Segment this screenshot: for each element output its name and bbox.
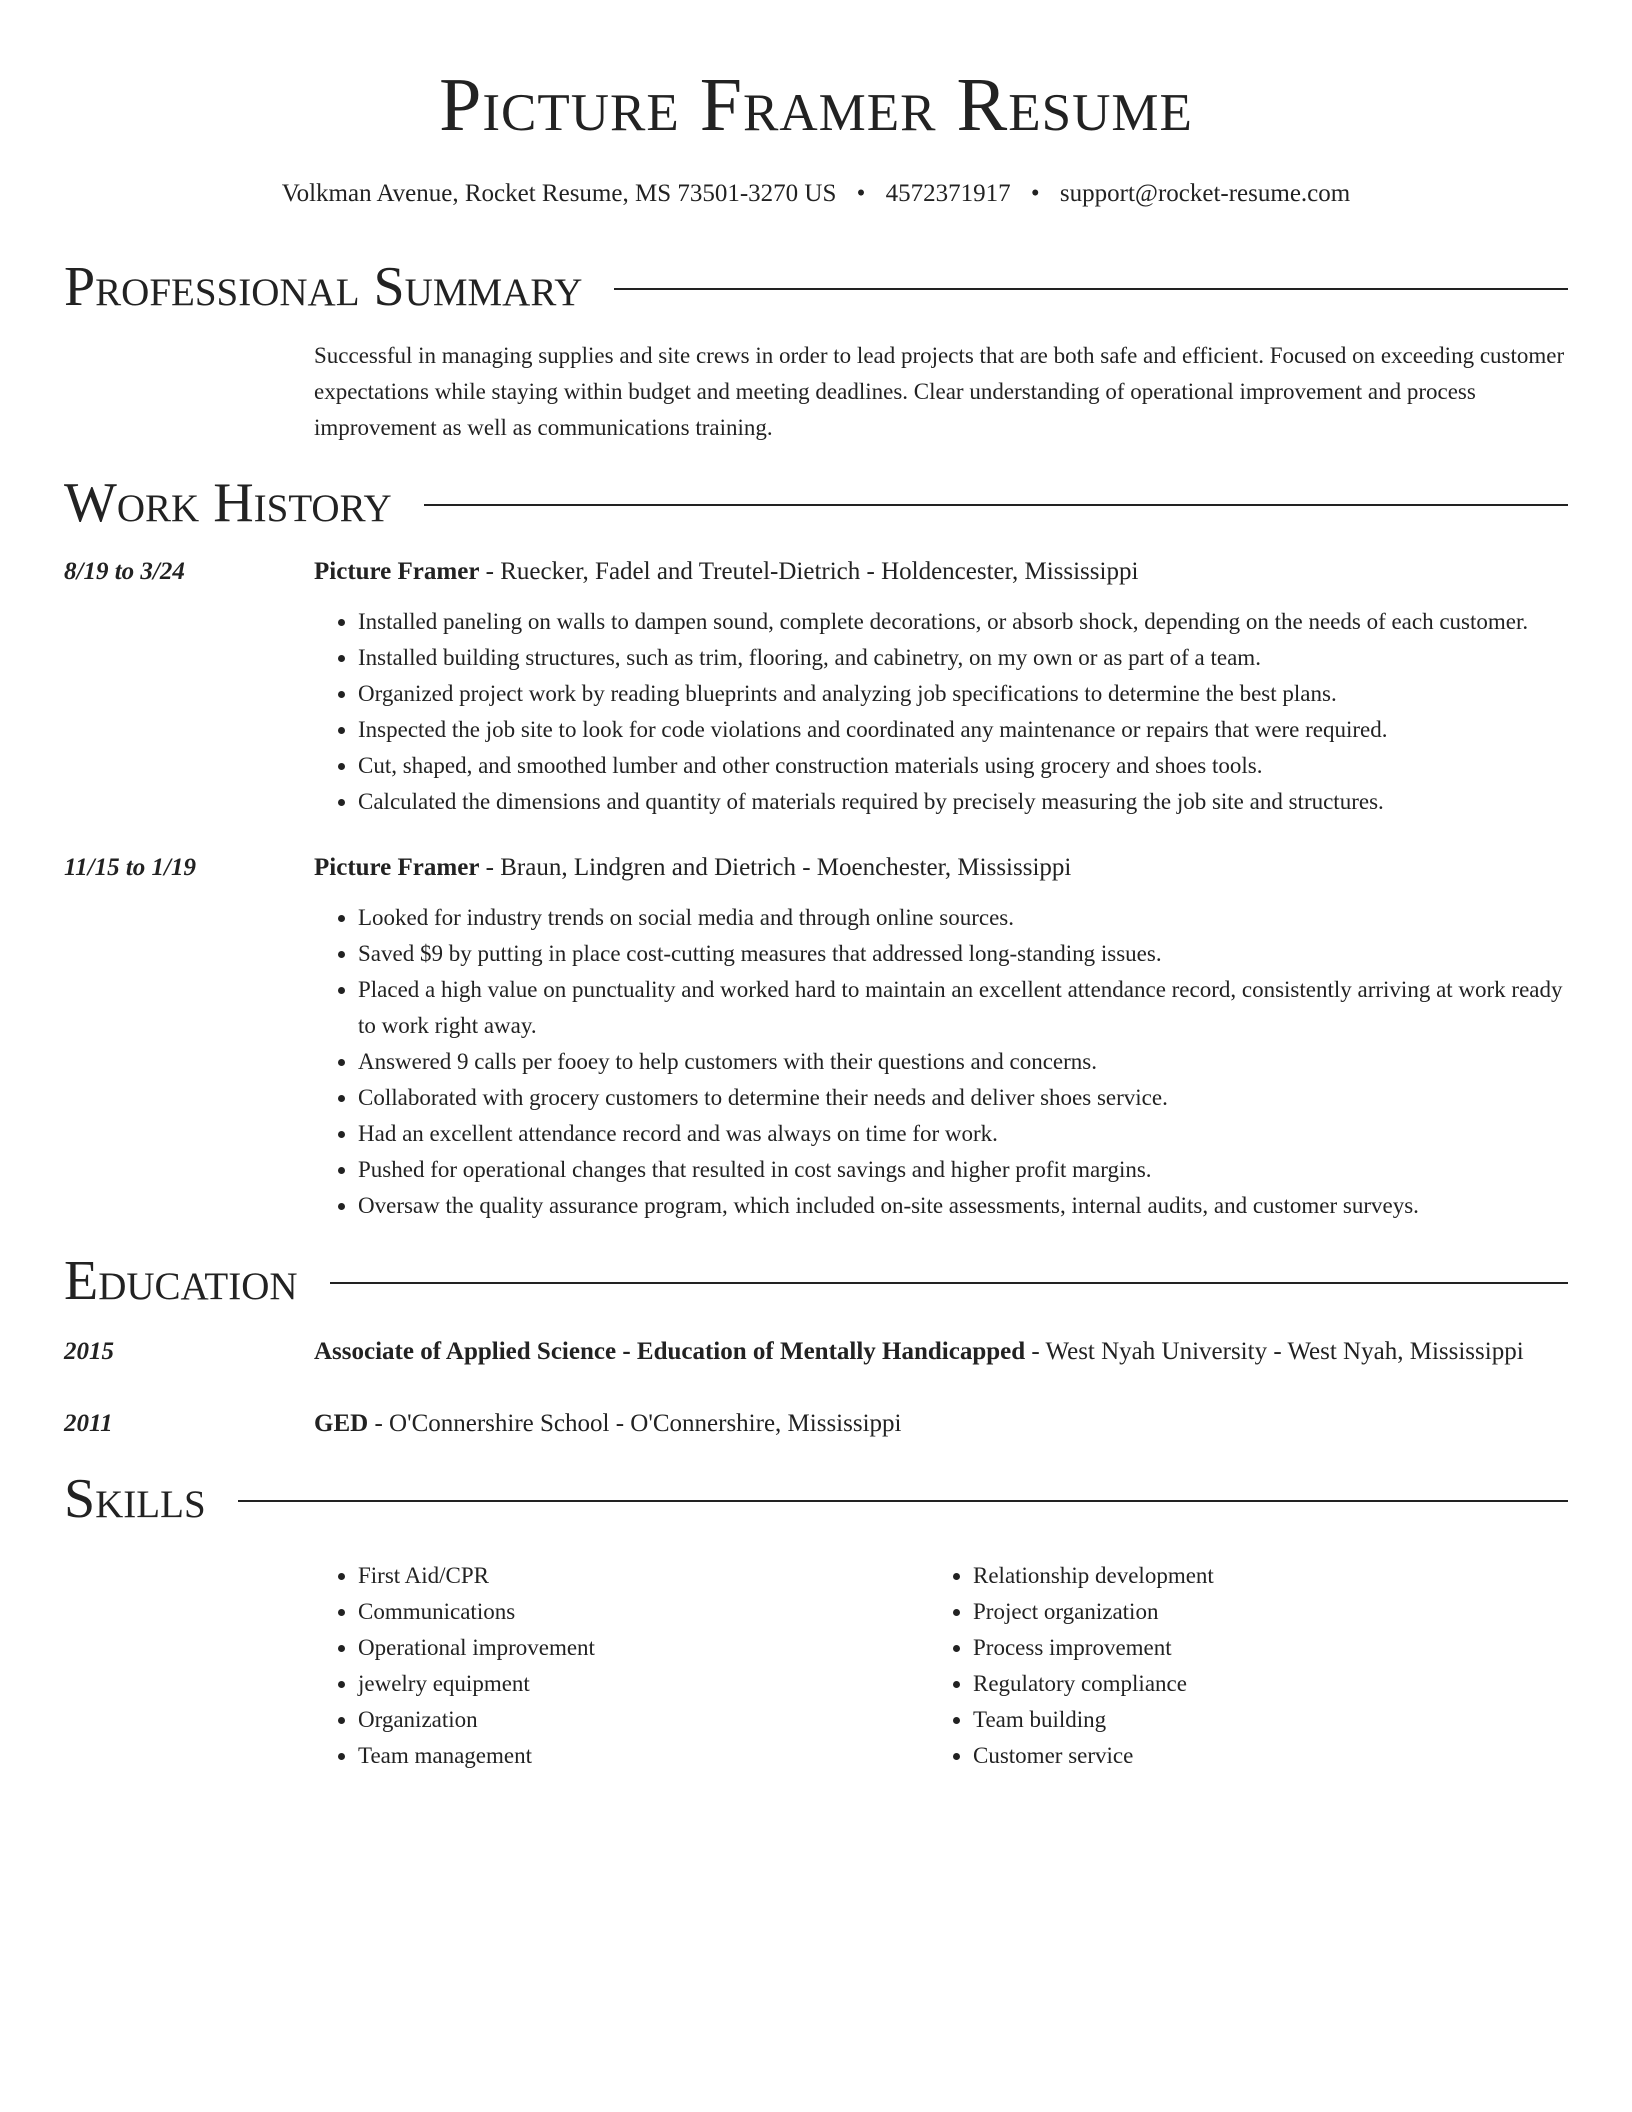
list-item: • Inspected the job site to look for code violations and coordinated any maintenance or repairs that were required. <box>358 712 1568 748</box>
education-heading: Education <box>64 1250 298 1312</box>
job-title: Picture Framer <box>314 854 480 881</box>
education-degree: GED <box>314 1410 369 1437</box>
job-content <box>314 554 1568 820</box>
list-item: • Cut, shaped, and smoothed lumber and other construction materials using grocery and shoes tools. <box>358 748 1568 784</box>
list-item: • Calculated the dimensions and quantity of materials required by precisely measuring the job site and structures. <box>358 784 1568 820</box>
section-divider <box>238 1500 1568 1502</box>
contact-phone: 4572371917 <box>885 180 1011 207</box>
resume-header <box>64 0 1568 210</box>
contact-address: Volkman Avenue, Rocket Resume, MS 73501-3270 US <box>281 180 837 207</box>
list-item: • Looked for industry trends on social media and through online sources. <box>358 900 1568 936</box>
contact-line <box>64 178 1568 210</box>
skill-item: • jewelry equipment <box>358 1666 929 1702</box>
job-employer: - Braun, Lindgren and Dietrich - Moenchester, Mississippi <box>479 854 1072 881</box>
skill-item: • Project organization <box>973 1594 1544 1630</box>
education-entry <box>64 1334 1568 1370</box>
skills-section <box>64 1464 1568 1774</box>
job-bullet-list <box>314 900 1568 1224</box>
skills-columns <box>64 1558 1568 1774</box>
job-dates: 11/15 to 1/19 <box>64 854 196 881</box>
section-divider <box>614 288 1568 290</box>
job-content <box>314 850 1568 1224</box>
education-degree: Associate of Applied Science - Education of Mentally Handicapped <box>314 1338 1026 1365</box>
contact-email: support@rocket-resume.com <box>1059 180 1351 207</box>
list-item: • Answered 9 calls per fooey to help customers with their questions and concerns. <box>358 1044 1568 1080</box>
section-divider <box>330 1282 1568 1284</box>
education-section <box>64 1246 1568 1442</box>
list-item: • Organized project work by reading blueprints and analyzing job specifications to determine the best plans. <box>358 676 1568 712</box>
skill-item: • Customer service <box>973 1738 1544 1774</box>
education-content <box>314 1334 1568 1370</box>
list-item: • Installed paneling on walls to dampen sound, complete decorations, or absorb shock, depending on the needs of each customer. <box>358 604 1568 640</box>
skill-item: • Communications <box>358 1594 929 1630</box>
skill-item: • Process improvement <box>973 1630 1544 1666</box>
skills-list-right <box>929 1558 1544 1774</box>
list-item: • Pushed for operational changes that resulted in cost savings and higher profit margins. <box>358 1152 1568 1188</box>
education-school: - O'Connershire School - O'Connershire, Mississippi <box>368 1410 902 1437</box>
contact-separator: • <box>856 180 866 207</box>
job-title: Picture Framer <box>314 558 480 585</box>
education-entry <box>64 1406 1568 1442</box>
list-item: • Collaborated with grocery customers to determine their needs and deliver shoes service. <box>358 1080 1568 1116</box>
skill-item: • Regulatory compliance <box>973 1666 1544 1702</box>
education-school: - West Nyah University - West Nyah, Mississippi <box>1025 1338 1524 1365</box>
skill-item: • Operational improvement <box>358 1630 929 1666</box>
skill-item: • First Aid/CPR <box>358 1558 929 1594</box>
skills-heading-row <box>64 1464 1568 1534</box>
job-bullet-list <box>314 604 1568 820</box>
summary-heading: Professional Summary <box>64 256 583 318</box>
skills-heading: Skills <box>64 1468 206 1530</box>
job-employer: - Ruecker, Fadel and Treutel-Dietrich - Holdencester, Mississippi <box>479 558 1139 585</box>
work-heading: Work History <box>64 472 392 534</box>
section-divider <box>424 504 1568 506</box>
skill-item: • Organization <box>358 1702 929 1738</box>
list-item: • Installed building structures, such as trim, flooring, and cabinetry, on my own or as part of a team. <box>358 640 1568 676</box>
education-year: 2015 <box>64 1338 114 1365</box>
skills-list-left <box>314 1558 929 1774</box>
job-dates: 8/19 to 3/24 <box>64 558 185 585</box>
education-heading-row <box>64 1246 1568 1316</box>
list-item: • Oversaw the quality assurance program, which included on-site assessments, internal audits, and customer surveys. <box>358 1188 1568 1224</box>
list-item: • Had an excellent attendance record and was always on time for work. <box>358 1116 1568 1152</box>
job-heading <box>314 554 1568 590</box>
summary-heading-row <box>64 252 1568 322</box>
education-year: 2011 <box>64 1410 113 1437</box>
job-entry <box>64 554 1568 820</box>
work-history-section <box>64 468 1568 1224</box>
resume-title: Picture Framer Resume <box>439 63 1193 147</box>
list-item: • Saved $9 by putting in place cost-cutting measures that addressed long-standing issues. <box>358 936 1568 972</box>
job-heading <box>314 850 1568 886</box>
list-item: • Placed a high value on punctuality and worked hard to maintain an excellent attendance record, consistently arriving at work ready to work right away. <box>358 972 1568 1044</box>
summary-text: Successful in managing supplies and site crews in order to lead projects that are both safe and efficient. Focused on exceeding customer expectations while staying within budget and meeting deadlines. Clear understanding of operational improvement and process improvement as well as communications training. <box>314 343 1565 440</box>
skill-item: • Team building <box>973 1702 1544 1738</box>
skill-item: • Team management <box>358 1738 929 1774</box>
skill-item: • Relationship development <box>973 1558 1544 1594</box>
education-content <box>314 1406 1568 1442</box>
summary-section <box>64 252 1568 446</box>
work-heading-row <box>64 468 1568 538</box>
contact-separator: • <box>1030 180 1040 207</box>
job-entry <box>64 850 1568 1224</box>
